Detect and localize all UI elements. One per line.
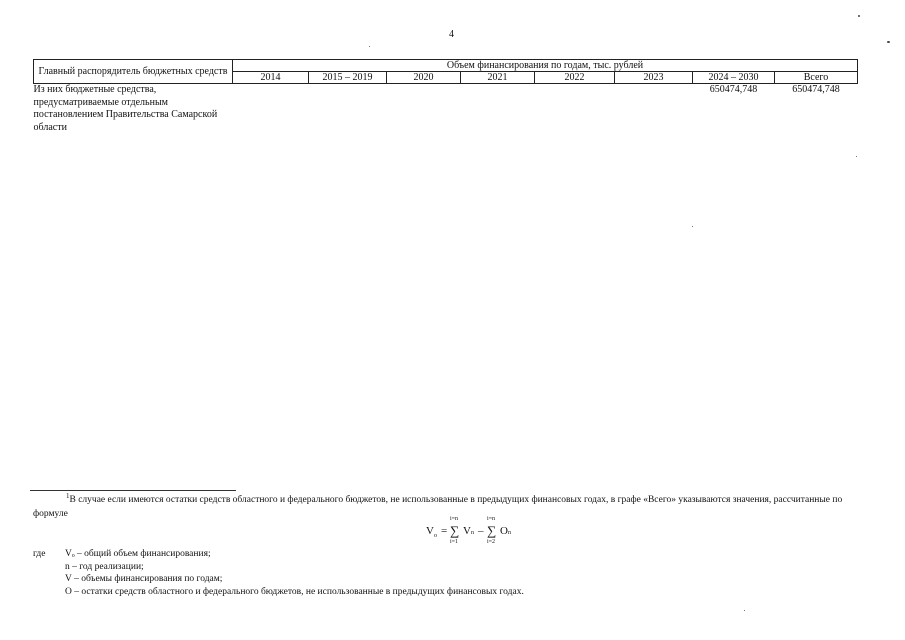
header-year-2021: 2021 [461, 72, 535, 84]
formula-term1: Vn [463, 525, 474, 537]
row-label: Из них бюджетные средства, предусматриваемые отдельным постановлением Правительства Самарской области [33, 84, 218, 133]
header-year-2022: 2022 [535, 72, 615, 84]
scan-speck [692, 226, 693, 227]
scan-speck [369, 46, 370, 47]
header-year-2015-2019: 2015 – 2019 [309, 72, 387, 84]
formula-equals: = [441, 525, 448, 537]
scan-speck [858, 15, 860, 17]
legend-item: где Vₒ – общий объем финансирования; [33, 549, 211, 559]
scan-speck [744, 610, 745, 611]
formula-sum1-bottom: i=1 [450, 539, 459, 545]
formula-term2: On [500, 525, 511, 537]
cell-2022 [535, 84, 615, 135]
header-year-2020: 2020 [387, 72, 461, 84]
header-distributor: Главный распорядитель бюджетных средств [34, 60, 233, 84]
legend-item: n – год реализации; [65, 561, 144, 572]
cell-2020 [387, 84, 461, 135]
formula-sum2: ∑ [487, 523, 497, 538]
formula-minus: – [478, 525, 484, 537]
footnote-text: В случае если имеются остатки средств областного и федерального бюджетов, не использованные в предыдущих финансовых годах, в графе «Всего» указываются значения, рассчитанные по формуле [33, 495, 843, 520]
header-total: Всего [775, 72, 858, 84]
footnote-marker: 1 [66, 492, 70, 500]
cell-2014 [233, 84, 309, 135]
formula-sum2-top: i=n [487, 516, 496, 522]
formula [426, 516, 536, 546]
cell-2015-2019 [309, 84, 387, 135]
scan-speck [856, 156, 857, 157]
legend-item: V – объемы финансирования по годам; [65, 574, 223, 584]
financing-table [33, 59, 858, 134]
cell-2021 [461, 84, 535, 135]
page-number: 4 [449, 29, 454, 40]
cell-total: 650474,748 [792, 84, 840, 95]
header-year-2023: 2023 [615, 72, 693, 84]
cell-2024-2030: 650474,748 [709, 84, 758, 95]
formula-sum1: ∑ [450, 523, 460, 538]
cell-2023 [615, 84, 693, 135]
header-year-2014: 2014 [233, 72, 309, 84]
legend-item: О – остатки средств областного и федерального бюджетов, не использованные в предыдущих финансовых годах. [65, 586, 524, 597]
table-row [34, 84, 858, 135]
scan-speck [887, 41, 890, 43]
formula-lhs: $V_о$ [426, 525, 437, 540]
header-funding-title: Объем финансирования по годам, тыс. рублей [233, 60, 858, 72]
formula-legend [33, 548, 524, 598]
formula-sum2-bottom: i=2 [487, 539, 496, 545]
header-year-2024-2030: 2024 – 2030 [693, 72, 775, 84]
formula-sum1-top: i=n [450, 516, 459, 522]
legend-where: где [33, 549, 46, 559]
